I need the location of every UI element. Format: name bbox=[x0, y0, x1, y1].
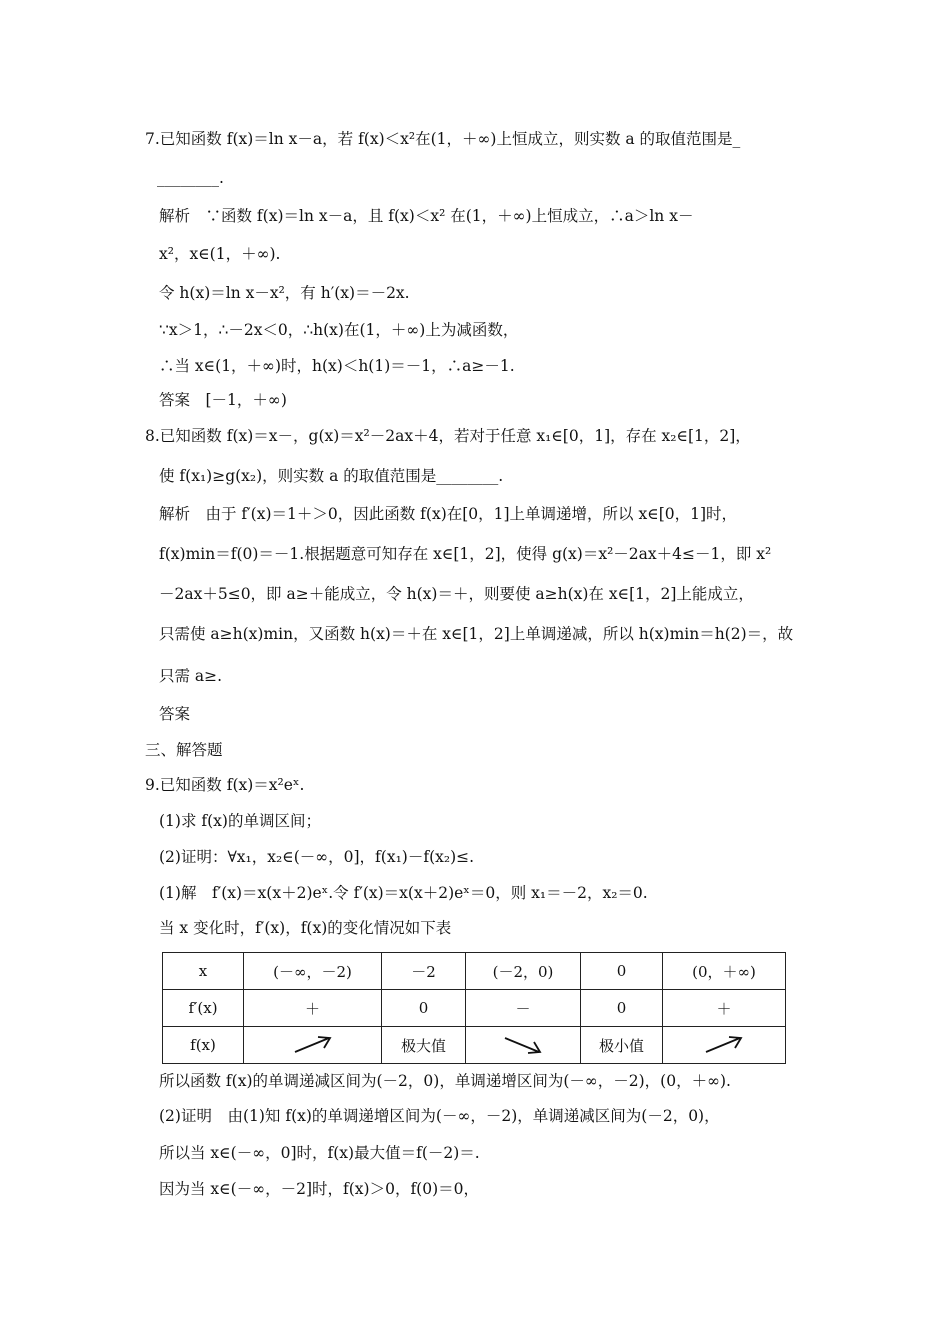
table-cell bbox=[663, 1027, 786, 1064]
problem-8-solution-2: f(x)min＝f(0)＝－1.根据题意可知存在 x∈[1，2]，使得 g(x)＝x²－2ax＋4≤－1，即 x² bbox=[159, 545, 772, 563]
table-cell: (－2，0) bbox=[466, 953, 581, 990]
increasing-arrow-icon bbox=[291, 1034, 335, 1056]
table-cell: － bbox=[466, 990, 581, 1027]
problem-9-part-1: (1)求 f(x)的单调区间； bbox=[159, 812, 321, 830]
problem-9-proof-3: 因为当 x∈(－∞，－2]时，f(x)＞0，f(0)＝0， bbox=[159, 1180, 479, 1198]
problem-7-line-1: 7.已知函数 f(x)＝ln x－a，若 f(x)＜x²在(1，＋∞)上恒成立，则实数 a 的取值范围是_ bbox=[145, 130, 741, 148]
problem-8-solution-1: 解析 由于 f′(x)＝1＋＞0，因此函数 f(x)在[0，1]上单调递增，所以 x∈[0，1]时， bbox=[159, 505, 738, 523]
table-row bbox=[163, 953, 786, 990]
table-cell: 0 bbox=[581, 990, 663, 1027]
problem-7-solution-5: ∴当 x∈(1，＋∞)时，h(x)＜h(1)＝－1，∴a≥－1. bbox=[159, 357, 515, 375]
problem-7-solution-2: x²，x∈(1，＋∞). bbox=[159, 245, 281, 263]
problem-8-solution-3: －2ax＋5≤0，即 a≥＋能成立，令 h(x)＝＋，则要使 a≥h(x)在 x∈[1，2]上能成立， bbox=[159, 585, 754, 603]
problem-8-solution-5: 只需 a≥. bbox=[159, 667, 223, 685]
table-cell: 极大值 bbox=[382, 1027, 466, 1064]
problem-8-line-1: 8.已知函数 f(x)＝x－，g(x)＝x²－2ax＋4，若对于任意 x₁∈[0，1]，存在 x₂∈[1，2]， bbox=[145, 427, 751, 445]
table-cell bbox=[466, 1027, 581, 1064]
problem-9-statement: 9.已知函数 f(x)＝x²eˣ. bbox=[145, 776, 305, 794]
table-cell: 极小值 bbox=[581, 1027, 663, 1064]
decreasing-arrow-icon bbox=[501, 1034, 545, 1056]
problem-9-conclusion-1: 所以函数 f(x)的单调递减区间为(－2，0)，单调递增区间为(－∞，－2)，(0，＋∞). bbox=[159, 1072, 731, 1090]
section-heading: 三、解答题 bbox=[145, 741, 223, 759]
table-cell: f(x) bbox=[163, 1027, 244, 1064]
table-cell: x bbox=[163, 953, 244, 990]
problem-9-solution-2: 当 x 变化时，f′(x)，f(x)的变化情况如下表 bbox=[159, 919, 452, 937]
problem-7-solution-1: 解析 ∵函数 f(x)＝ln x－a，且 f(x)＜x² 在(1，＋∞)上恒成立，∴a＞ln x－ bbox=[159, 207, 694, 225]
table-cell bbox=[244, 1027, 382, 1064]
table-row bbox=[163, 990, 786, 1027]
problem-9-proof-1: (2)证明 由(1)知 f(x)的单调递增区间为(－∞，－2)，单调递减区间为(－2，0)， bbox=[159, 1107, 720, 1125]
problem-8-answer: 答案 bbox=[159, 705, 191, 723]
problem-9-proof-2: 所以当 x∈(－∞，0]时，f(x)最大值＝f(－2)＝. bbox=[159, 1144, 480, 1162]
table-cell: 0 bbox=[581, 953, 663, 990]
problem-7-answer: 答案 [－1，＋∞) bbox=[159, 391, 287, 409]
problem-8-line-2: 使 f(x₁)≥g(x₂)，则实数 a 的取值范围是________. bbox=[159, 467, 504, 485]
table-cell: ＋ bbox=[244, 990, 382, 1027]
problem-9-solution-1: (1)解 f′(x)＝x(x＋2)eˣ.令 f′(x)＝x(x＋2)eˣ＝0，则 x₁＝－2，x₂＝0. bbox=[159, 884, 648, 902]
table-cell: ＋ bbox=[663, 990, 786, 1027]
problem-7-solution-4: ∵x＞1，∴－2x＜0，∴h(x)在(1，＋∞)上为减函数， bbox=[159, 321, 519, 339]
problem-7-answer-blank: ________. bbox=[157, 169, 224, 187]
table-cell: f′(x) bbox=[163, 990, 244, 1027]
problem-8-solution-4: 只需使 a≥h(x)min，又函数 h(x)＝＋在 x∈[1，2]上单调递减，所以 h(x)min＝h(2)＝，故 bbox=[159, 625, 794, 643]
table-cell: －2 bbox=[382, 953, 466, 990]
variation-table bbox=[162, 952, 786, 1064]
increasing-arrow-icon bbox=[702, 1034, 746, 1056]
table-cell: (－∞，－2) bbox=[244, 953, 382, 990]
table-cell: (0，＋∞) bbox=[663, 953, 786, 990]
table-row bbox=[163, 1027, 786, 1064]
problem-9-part-2: (2)证明：∀x₁，x₂∈(－∞，0]，f(x₁)－f(x₂)≤. bbox=[159, 848, 475, 866]
problem-7-solution-3: 令 h(x)＝ln x－x²，有 h′(x)＝－2x. bbox=[159, 284, 410, 302]
table-cell: 0 bbox=[382, 990, 466, 1027]
